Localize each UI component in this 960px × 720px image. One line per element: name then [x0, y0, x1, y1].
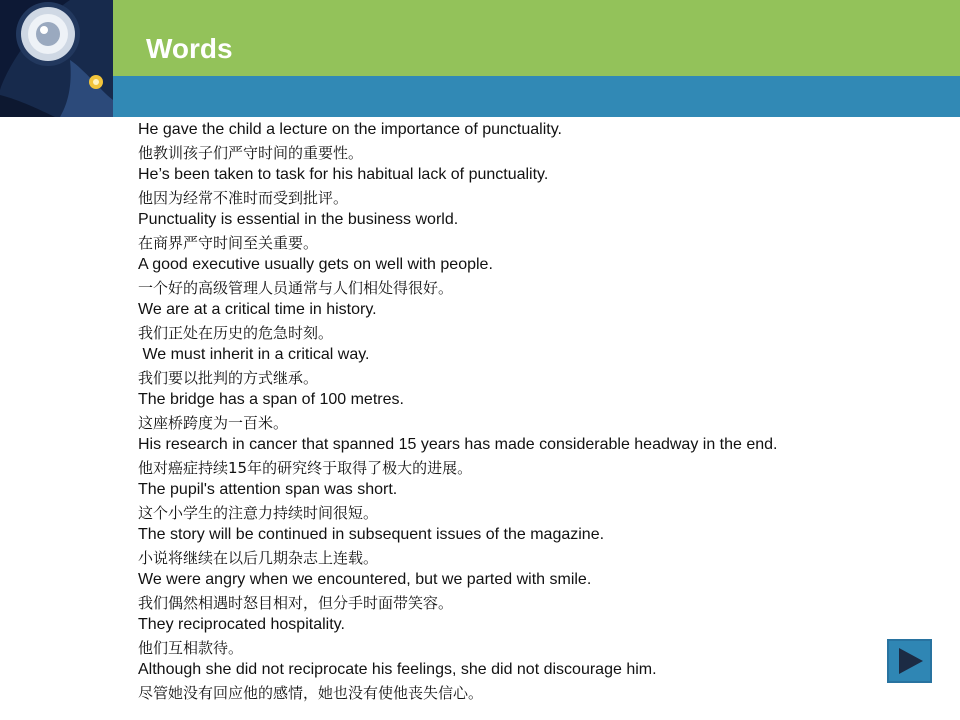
chinese-translation: 他教训孩子们严守时间的重要性。 — [138, 143, 364, 162]
chinese-translation: 尽管她没有回应他的感情，她也没有使他丧失信心。 — [138, 683, 484, 702]
sentence-pair — [138, 389, 938, 434]
english-sentence: We were angry when we encountered, but we parted with smile. — [138, 571, 592, 588]
sentence-pair — [138, 344, 938, 389]
sentence-pair — [138, 524, 938, 569]
chinese-translation: 我们要以批判的方式继承。 — [138, 368, 319, 387]
car-headlight-image — [0, 0, 113, 117]
chinese-translation: 我们正处在历史的危急时刻。 — [138, 323, 334, 342]
chinese-translation: 他因为经常不准时而受到批评。 — [138, 188, 349, 207]
chinese-translation: 在商界严守时间至关重要。 — [138, 233, 319, 252]
play-arrow-icon — [889, 641, 930, 681]
english-sentence: He gave the child a lecture on the importance of punctuality. — [138, 121, 562, 138]
chinese-translation: 这个小学生的注意力持续时间很短。 — [138, 503, 379, 522]
english-sentence: We are at a critical time in history. — [138, 301, 377, 318]
sentence-pair — [138, 164, 938, 209]
header-blue-band — [113, 76, 960, 117]
chinese-translation: 这座桥跨度为一百米。 — [138, 413, 289, 432]
chinese-translation: 我们偶然相遇时怒目相对，但分手时面带笑容。 — [138, 593, 454, 612]
slide-title: Words — [146, 33, 233, 64]
header-green-band — [113, 0, 960, 76]
sentence-pair — [138, 434, 938, 479]
sentence-pair — [138, 209, 938, 254]
english-sentence: Although she did not reciprocate his feelings, she did not discourage him. — [138, 661, 657, 678]
english-sentence: The bridge has a span of 100 metres. — [138, 391, 404, 408]
sentence-pair — [138, 119, 938, 164]
next-slide-button[interactable] — [887, 639, 932, 683]
english-sentence: We must inherit in a critical way. — [138, 346, 370, 363]
sentence-pair — [138, 614, 938, 659]
sentence-list — [138, 119, 938, 704]
chinese-translation: 一个好的高级管理人员通常与人们相处得很好。 — [138, 278, 454, 297]
car-headlight-illustration — [0, 0, 113, 117]
english-sentence: A good executive usually gets on well with people. — [138, 256, 493, 273]
english-sentence: He’s been taken to task for his habitual lack of punctuality. — [138, 166, 549, 183]
sentence-pair — [138, 299, 938, 344]
chinese-translation: 他们互相款待。 — [138, 638, 244, 657]
sentence-pair — [138, 254, 938, 299]
english-sentence: Punctuality is essential in the business world. — [138, 211, 459, 228]
english-sentence: They reciprocated hospitality. — [138, 616, 345, 633]
english-sentence: The pupil's attention span was short. — [138, 481, 398, 498]
english-sentence: The story will be continued in subsequent issues of the magazine. — [138, 526, 605, 543]
chinese-translation: 小说将继续在以后几期杂志上连载。 — [138, 548, 379, 567]
sentence-pair — [138, 569, 938, 614]
sentence-pair — [138, 479, 938, 524]
chinese-translation: 他对癌症持续15年的研究终于取得了极大的进展。 — [138, 458, 473, 477]
sentence-pair — [138, 659, 938, 704]
english-sentence: His research in cancer that spanned 15 years has made considerable headway in the end. — [138, 436, 778, 453]
